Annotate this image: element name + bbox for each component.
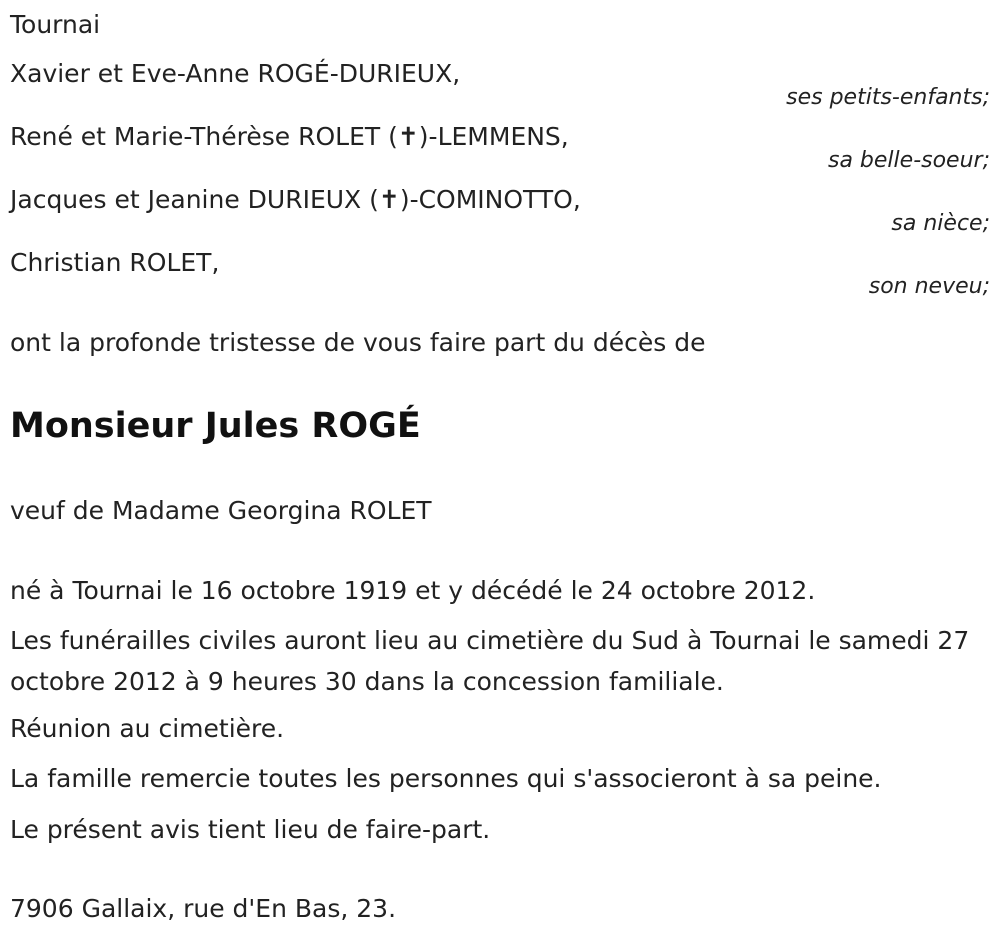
family-names-4: Christian ROLET, xyxy=(10,248,220,277)
family-names-1: Xavier et Eve-Anne ROGÉ-DURIEUX, xyxy=(10,59,461,88)
birth-death-text: né à Tournai le 16 octobre 1919 et y décédé le 24 octobre 2012. xyxy=(10,576,816,605)
family-relation-1: ses petits-enfants; xyxy=(786,85,990,110)
announcement-text: ont la profonde tristesse de vous faire part du décès de xyxy=(10,328,706,357)
family-names-3: Jacques et Jeanine DURIEUX (✝)-COMINOTTO, xyxy=(10,185,581,214)
family-relation-2: sa belle-soeur; xyxy=(828,148,990,173)
family-relation-3: sa nièce; xyxy=(891,211,990,236)
family-names-2: René et Marie-Thérèse ROLET (✝)-LEMMENS, xyxy=(10,122,569,151)
thanks-text: La famille remercie toutes les personnes qui s'associeront à sa peine. xyxy=(10,764,882,793)
city-heading: Tournai xyxy=(10,10,101,39)
notice-text: Le présent avis tient lieu de faire-part. xyxy=(10,815,491,844)
address-text: 7906 Gallaix, rue d'En Bas, 23. xyxy=(10,894,397,923)
family-relation-4: son neveu; xyxy=(868,274,990,299)
widower-of-text: veuf de Madame Georgina ROLET xyxy=(10,496,432,525)
meeting-text: Réunion au cimetière. xyxy=(10,714,285,743)
deceased-name: Monsieur Jules ROGÉ xyxy=(10,406,421,446)
funeral-text: Les funérailles civiles auront lieu au cimetière du Sud à Tournai le samedi 27 octobre 2012 à 9 heures 30 dans la concession familiale. xyxy=(10,626,970,696)
